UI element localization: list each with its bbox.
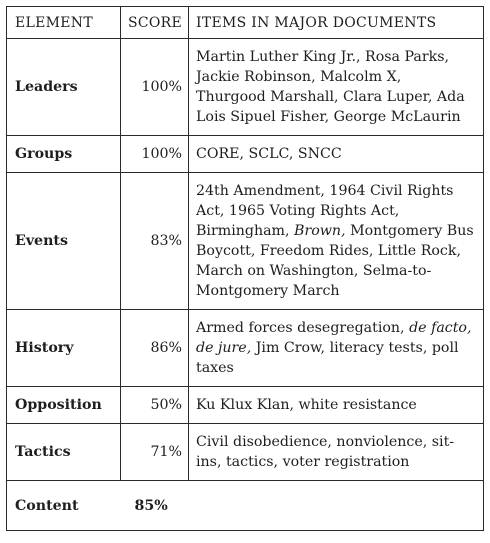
total-score: 85% (134, 497, 168, 514)
table-row (7, 387, 484, 424)
items-text: Montgomery Bus Boycott, Freedom Rides, Little Rock, March on Washington, Selma-to-Montgomery March (196, 223, 474, 299)
total-label: Content (15, 497, 79, 514)
element-cell: Groups (7, 136, 121, 173)
header-items: ITEMS IN MAJOR DOCUMENTS (189, 7, 484, 39)
element-cell: Opposition (7, 387, 121, 424)
table-row (7, 173, 484, 310)
items-text: Armed forces desegregation, (196, 320, 410, 336)
header-element: ELEMENT (7, 7, 121, 39)
header-score: SCORE (121, 7, 189, 39)
score-cell: 71% (121, 424, 189, 481)
items-cell: CORE, SCLC, SNCC (189, 136, 484, 173)
table-row (7, 136, 484, 173)
score-cell: 100% (121, 39, 189, 136)
items-cell: Ku Klux Klan, white resistance (189, 387, 484, 424)
scores-table (6, 6, 484, 531)
score-cell: 100% (121, 136, 189, 173)
items-italic-text: Brown, (294, 223, 346, 239)
element-cell: Tactics (7, 424, 121, 481)
header-row (7, 7, 484, 39)
element-cell: Leaders (7, 39, 121, 136)
items-cell: Martin Luther King Jr., Rosa Parks, Jackie Robinson, Malcolm X, Thurgood Marshall, Clara Luper, Ada Lois Sipuel Fisher, George McLaurin (189, 39, 484, 136)
element-cell: Events (7, 173, 121, 310)
items-cell (189, 310, 484, 387)
table-row (7, 39, 484, 136)
table-row (7, 310, 484, 387)
items-text: 24th Amendment, 1964 Civil Rights Act, 1965 Voting Rights Act, Birmingham, (196, 183, 454, 239)
score-cell: 83% (121, 173, 189, 310)
score-cell: 86% (121, 310, 189, 387)
total-row (7, 481, 484, 531)
total-empty-cell (189, 481, 484, 531)
document (6, 6, 484, 531)
items-italic-text: de facto, de jure, (196, 320, 472, 356)
items-cell: Civil disobedience, nonviolence, sit-ins, tactics, voter registration (189, 424, 484, 481)
items-text: Jim Crow, literacy tests, poll taxes (196, 340, 459, 376)
score-cell: 50% (121, 387, 189, 424)
table-row (7, 424, 484, 481)
element-cell: History (7, 310, 121, 387)
items-cell (189, 173, 484, 310)
